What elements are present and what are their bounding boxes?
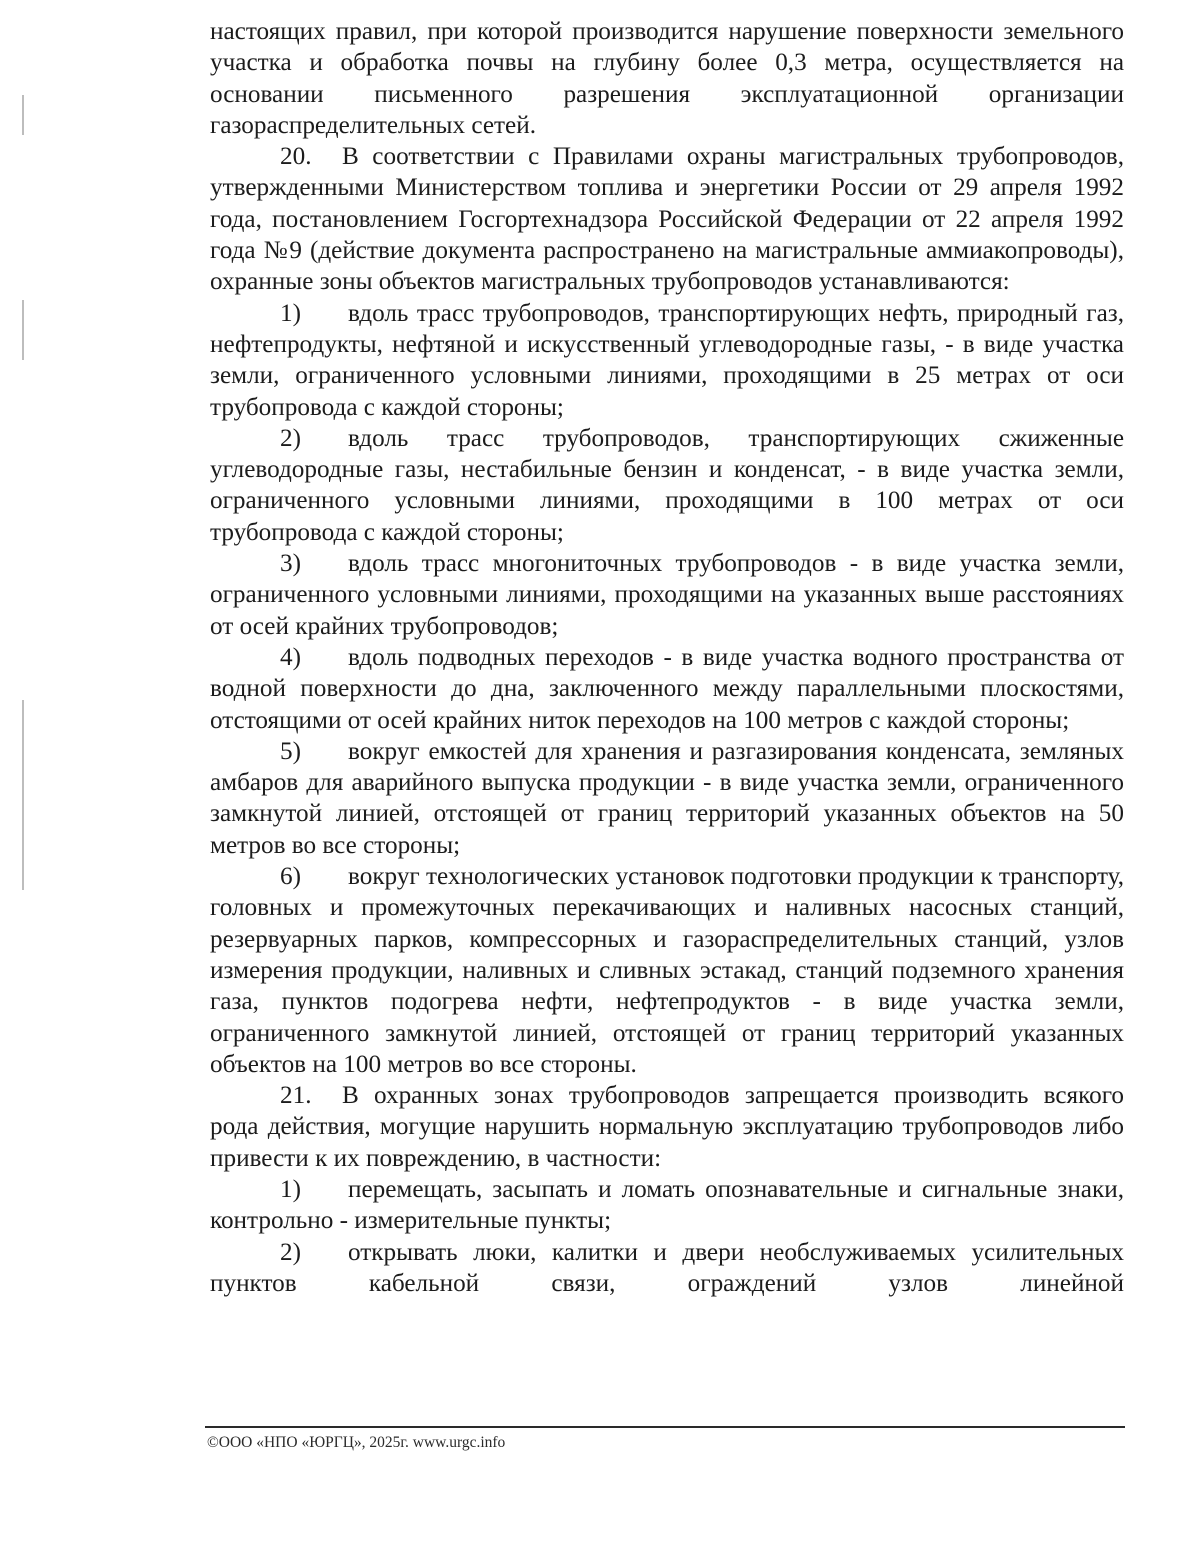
scan-artifact-mark xyxy=(22,95,24,135)
list-item xyxy=(210,298,1124,423)
item-number: 2) xyxy=(280,1238,301,1266)
list-item xyxy=(210,861,1124,1080)
item-text: вокруг емкостей для хранения и разгазирования конденсата, земляных амбаров для аварийного выпуска продукции - в виде участка земли, ограниченного замкнутой линией, отстоящей от границ территорий указанных объектов на 50 метров во все стороны; xyxy=(210,737,1124,859)
scan-artifact-mark xyxy=(22,700,24,890)
list-item xyxy=(210,423,1124,548)
clause-20 xyxy=(210,141,1124,297)
item-number: 4) xyxy=(280,643,301,671)
item-number: 1) xyxy=(280,299,301,327)
item-number: 1) xyxy=(280,1175,301,1203)
clause-number: 21. xyxy=(280,1082,312,1110)
paragraph-continuation xyxy=(210,16,1124,141)
item-text: перемещать, засыпать и ломать опознавательные и сигнальные знаки, контрольно - измерительные пункты; xyxy=(210,1175,1124,1235)
document-page xyxy=(210,16,1124,1299)
paragraph-text: настоящих правил, при которой производится нарушение поверхности земельного участка и обработка почвы на глубину более 0,3 метра, осуществляется на основании письменного разрешения эксплуатационной организации газораспределительных сетей. xyxy=(210,18,1124,139)
item-text: вдоль трасс трубопроводов, транспортирующих нефть, природный газ, нефтепродукты, нефтяной и искусственный углеводородные газы, - в виде участка земли, ограниченного условными линиями, проходящими в 25 метрах от оси трубопровода с каждой стороны; xyxy=(210,299,1124,421)
list-item xyxy=(210,1174,1124,1237)
clause-number: 20. xyxy=(280,143,312,171)
footer-copyright: ©ООО «НПО «ЮРГЦ», 2025г. www.urgc.info xyxy=(207,1434,506,1451)
clause-21 xyxy=(210,1080,1124,1174)
scan-artifact-mark xyxy=(22,300,24,360)
list-item xyxy=(210,548,1124,642)
item-number: 5) xyxy=(280,737,301,765)
item-number: 3) xyxy=(280,550,301,578)
list-item xyxy=(210,736,1124,861)
clause-text: В соответствии с Правилами охраны магистральных трубопроводов, утвержденными Министерством топлива и энергетики России от 29 апреля 1992 года, постановлением Госгортехнадзора Российской Федерации от 22 апреля 1992 года №9 (действие документа распространено на магистральные аммиакопроводы), охранные зоны объектов магистральных трубопроводов устанавливаются: xyxy=(210,143,1124,296)
item-number: 2) xyxy=(280,424,301,452)
item-number: 6) xyxy=(280,863,301,891)
list-item xyxy=(210,1237,1124,1300)
item-text: вдоль подводных переходов - в виде участка водного пространства от водной поверхности до дна, заключенного между параллельными плоскостями, отстоящими от осей крайних ниток переходов на 100 метров с каждой стороны; xyxy=(210,643,1124,734)
list-item xyxy=(210,642,1124,736)
item-text: открывать люки, калитки и двери необслуживаемых усилительных пунктов кабельной связи, ограждений узлов линейной xyxy=(210,1238,1124,1297)
footer-divider xyxy=(205,1426,1125,1428)
item-text: вдоль трасс трубопроводов, транспортирующих сжиженные углеводородные газы, нестабильные бензин и конденсат, - в виде участка земли, ограниченного условными линиями, проходящими в 100 метрах от оси трубопровода с каждой стороны; xyxy=(210,424,1124,546)
item-text: вдоль трасс многониточных трубопроводов - в виде участка земли, ограниченного условными линиями, проходящими на указанных выше расстояниях от осей крайних трубопроводов; xyxy=(210,550,1124,640)
clause-text: В охранных зонах трубопроводов запрещается производить всякого рода действия, могущие нарушить нормальную эксплуатацию трубопроводов либо привести к их повреждению, в частности: xyxy=(210,1082,1124,1172)
item-text: вокруг технологических установок подготовки продукции к транспорту, головных и промежуточных перекачивающих и наливных насосных станций, резервуарных парков, компрессорных и газораспределительных станций, узлов измерения продукции, наливных и сливных эстакад, станций подземного хранения газа, пунктов подогрева нефти, нефтепродуктов - в виде участка земли, ограниченного замкнутой линией, отстоящей от границ территорий указанных объектов на 100 метров во все стороны. xyxy=(210,863,1124,1078)
